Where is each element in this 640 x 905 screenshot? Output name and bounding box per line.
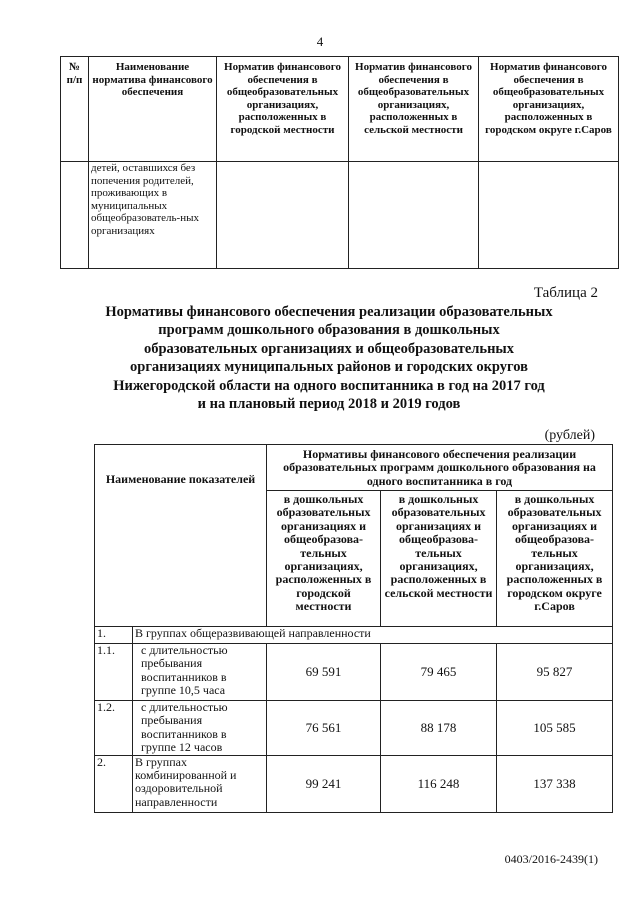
subheader-rural: в дошкольных образовательных организациях и общеобразова-тельных организациях, расположенных в сельской местности (381, 491, 497, 627)
value-rural: 116 248 (381, 755, 497, 812)
cell-urban (217, 162, 349, 269)
cell-name: детей, оставшихся без попечения родителей, проживающих в муниципальных общеобразователь-ных организациях (89, 162, 217, 269)
cell-sarov (479, 162, 619, 269)
table-row (95, 701, 613, 756)
document-code: 0403/2016-2439(1) (504, 852, 598, 866)
value-rural: 79 465 (381, 644, 497, 701)
table-row (95, 755, 613, 812)
value-urban: 69 591 (267, 644, 381, 701)
title-line: и на плановый период 2018 и 2019 годов (197, 396, 461, 413)
value-urban: 76 561 (267, 701, 381, 756)
value-sarov: 95 827 (497, 644, 613, 701)
subheader-urban: в дошкольных образовательных организациях и общеобразова-тельных организациях, расположенных в городской местности (267, 491, 381, 627)
header-name: Наименование норматива финансового обеспечения (89, 57, 217, 162)
subheader-sarov: в дошкольных образовательных организациях и общеобразова-тельных организациях, расположенных в городском округе г.Саров (497, 491, 613, 627)
header-urban: Норматив финансового обеспечения в общеобразовательных организациях, расположенных в городской местности (217, 57, 349, 162)
value-sarov: 105 585 (497, 701, 613, 756)
continued-table-header (61, 57, 619, 162)
cell-num (61, 162, 89, 269)
header-num: № п/п (61, 57, 89, 162)
norms-table (94, 444, 613, 813)
cell-rural (349, 162, 479, 269)
page-number: 4 (316, 34, 324, 49)
title-line: образовательных организациях и общеобразовательных (143, 340, 515, 357)
value-rural: 88 178 (381, 701, 497, 756)
value-sarov: 137 338 (497, 755, 613, 812)
header-sarov: Норматив финансового обеспечения в общеобразовательных организациях, расположенных в городском округе г.Саров (479, 57, 619, 162)
value-urban: 99 241 (267, 755, 381, 812)
document-title (80, 303, 578, 413)
title-line: Нормативы финансового обеспечения реализации образовательных (105, 304, 553, 320)
section-label: В группах общеразвивающей направленности (133, 627, 613, 644)
table-row (61, 162, 619, 269)
header-norms-group: Нормативы финансового обеспечения реализации образовательных программ дошкольного образования на одного воспитанника в год (267, 445, 613, 491)
title-line: организациях муниципальных районов и городских округов (130, 359, 528, 376)
title-line: программ дошкольного образования в дошкольных (158, 322, 500, 339)
header-rural: Норматив финансового обеспечения в общеобразовательных организациях, расположенных в сельской местности (349, 57, 479, 162)
header-indicator-name: Наименование показателей (95, 445, 267, 627)
table-row (95, 644, 613, 701)
row-num: 1.2. (95, 701, 133, 756)
row-label: с длительностью пребывания воспитанников в группе 12 часов (133, 701, 267, 756)
table-label: Таблица 2 (533, 285, 598, 301)
row-num: 2. (95, 755, 133, 812)
row-num: 1. (95, 627, 133, 644)
units-label: (рублей) (544, 428, 595, 443)
row-label: с длительностью пребывания воспитанников в группе 10,5 часа (133, 644, 267, 701)
title-line: Нижегородской области на одного воспитанника в год на 2017 год (113, 377, 545, 394)
continued-table (60, 56, 619, 269)
section-row (95, 627, 613, 644)
row-num: 1.1. (95, 644, 133, 701)
norms-header-row (95, 445, 613, 491)
row-label: В группах комбинированной и оздоровительной направленности (133, 755, 267, 812)
